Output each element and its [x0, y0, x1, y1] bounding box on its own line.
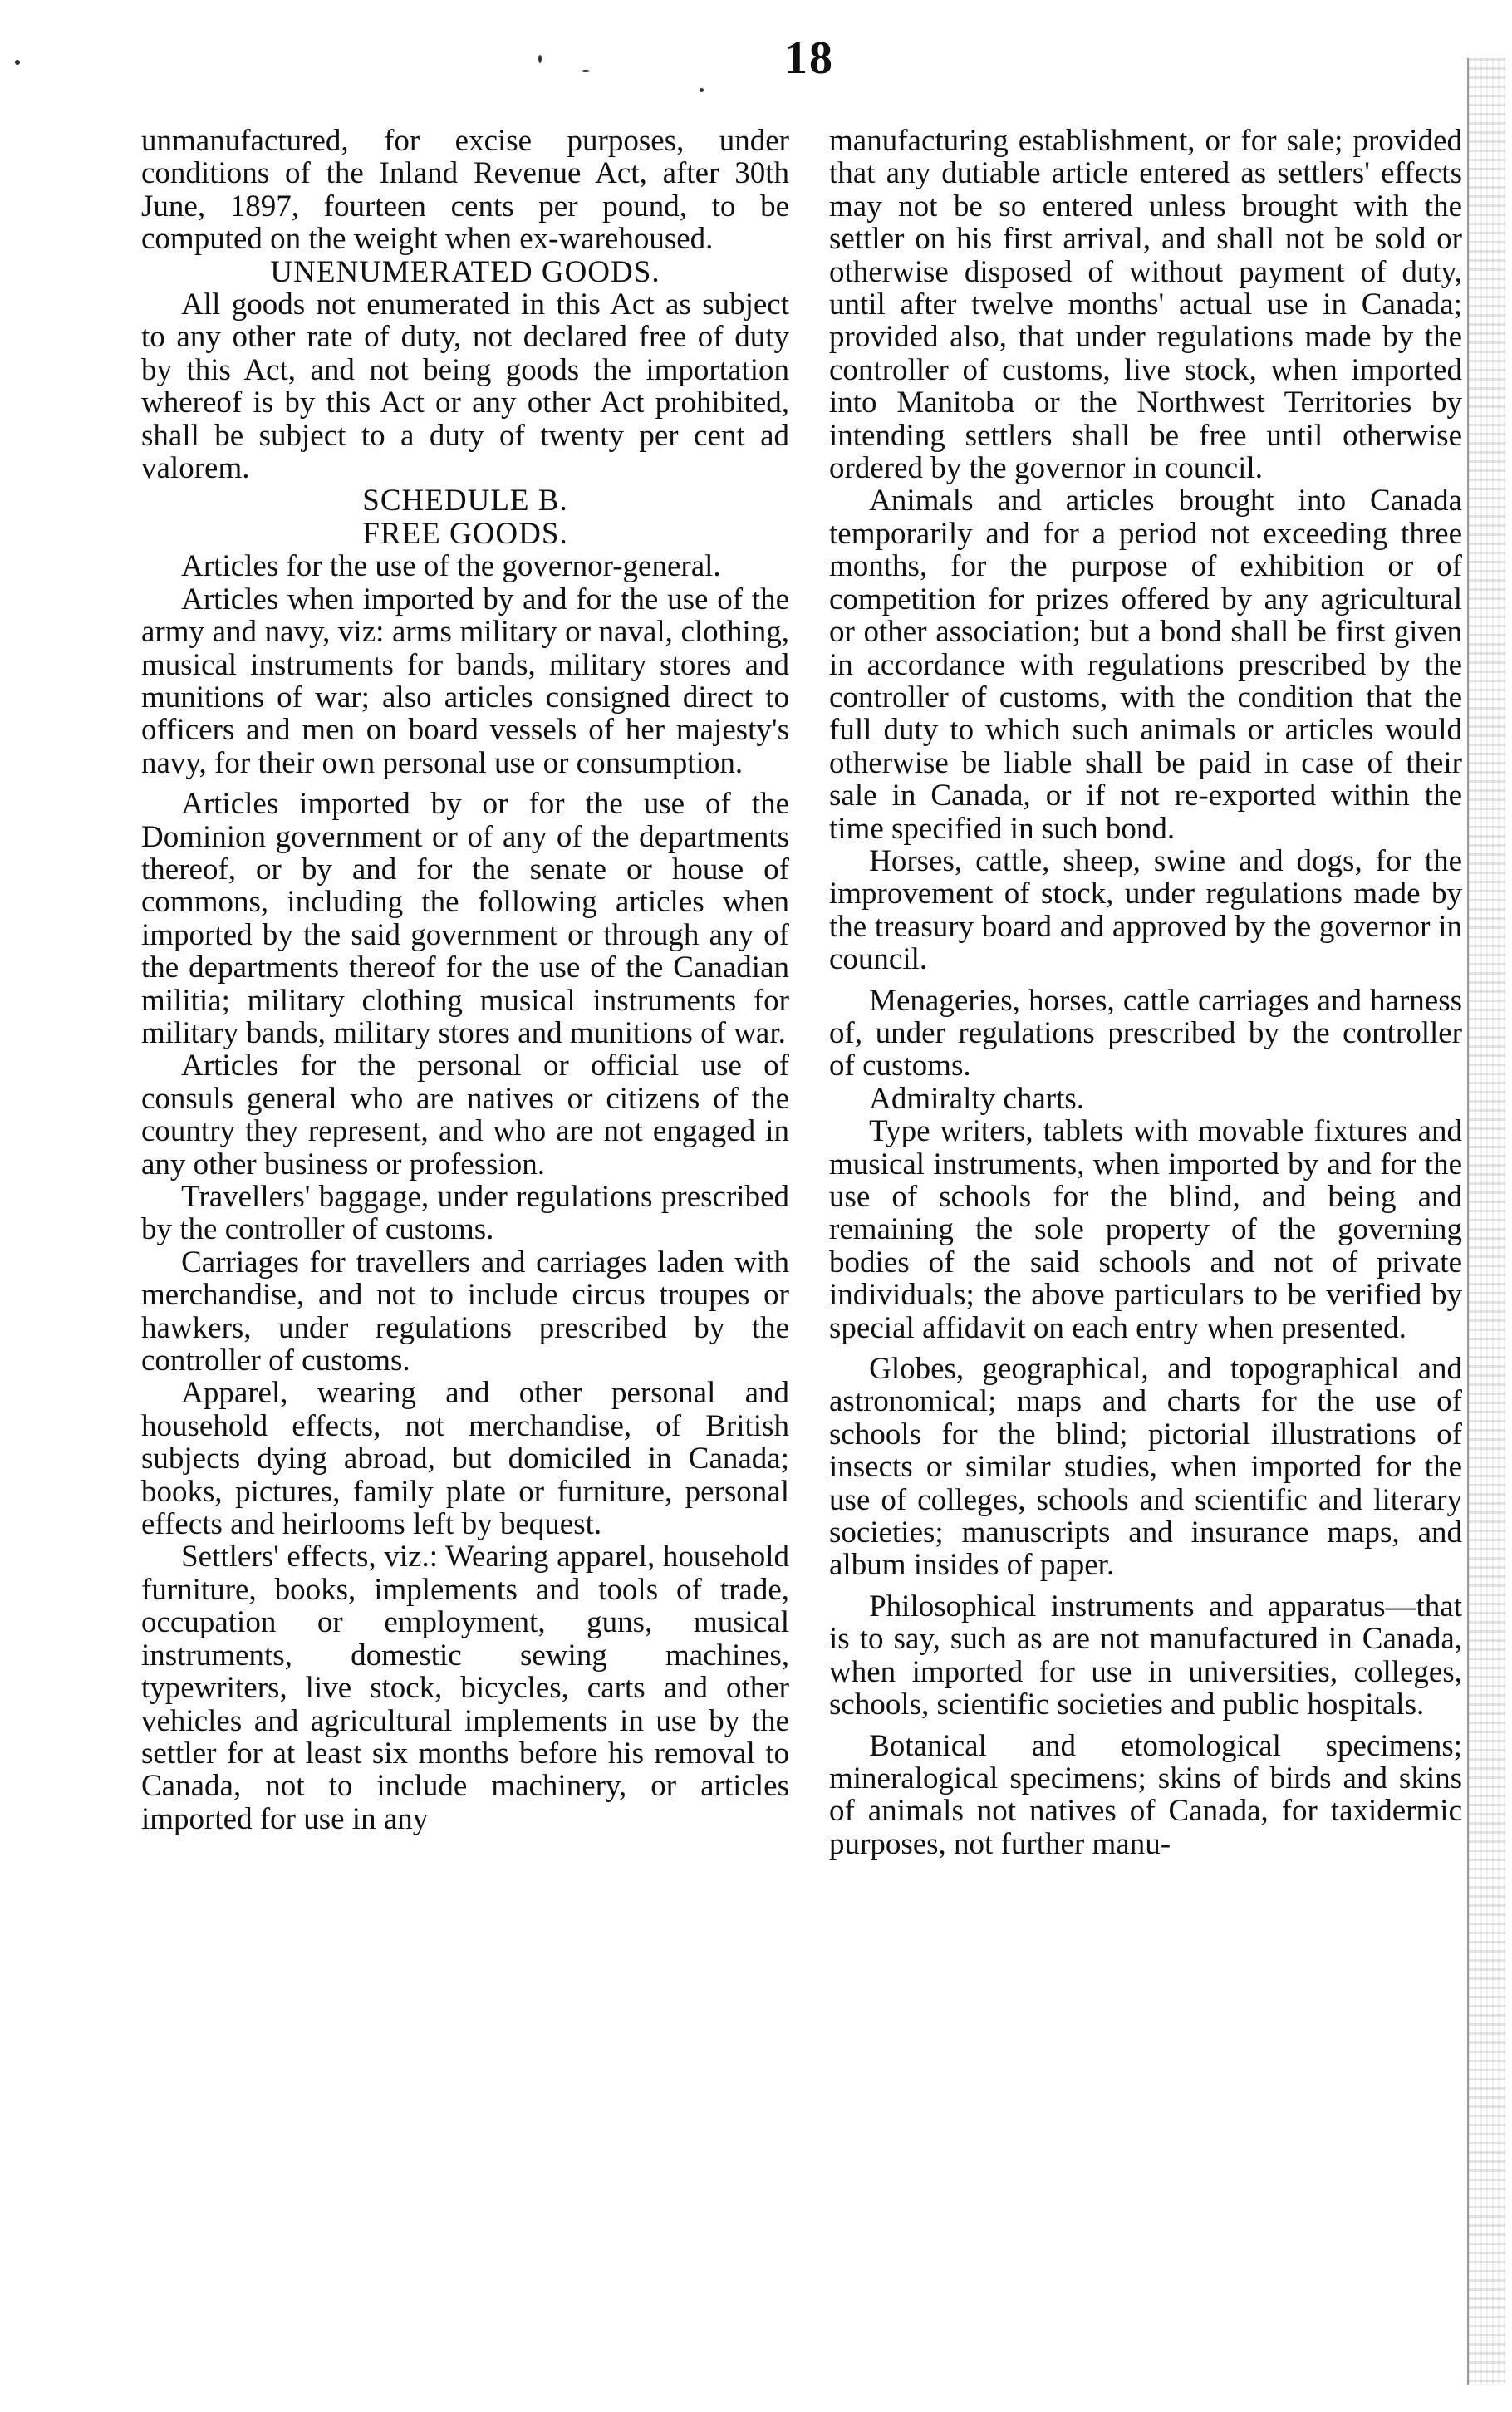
ink-speck: [538, 55, 542, 63]
paragraph: Articles for the use of the governor-general.: [181, 549, 721, 584]
ink-speck: [700, 88, 704, 92]
paragraph: unmanufactured, for excise purposes, under conditions of the Inland Revenue Act, after 30th June, 1897, fourteen cents per pound, to be computed on the weight when ex-warehoused.: [141, 124, 789, 257]
ink-speck: [582, 70, 590, 72]
section-heading: UNENUMERATED GOODS.: [270, 254, 660, 289]
paragraph: Globes, geographical, and topographical and astronomical; maps and charts for the use of schools for the blind; pictorial illustrations of insects or similar studies, when imported for the use of colleges, schools and scientific and literary societies; manuscripts and insurance maps, and album insides of paper.: [829, 1352, 1462, 1583]
paragraph: Horses, cattle, sheep, swine and dogs, for the improvement of stock, under regulations made by the treasury board and approved by the governor in council.: [829, 843, 1462, 977]
paragraph: Carriages for travellers and carriages laden with merchandise, and not to include circus troupes or hawkers, under regulations prescribed by the controller of customs.: [141, 1245, 789, 1378]
paragraph: Philosophical instruments and apparatus—that is to say, such as are not manufactured in Canada, when imported for use in universities, colleges, schools, scientific societies and public hospitals.: [829, 1589, 1462, 1722]
ink-speck: [15, 60, 20, 65]
paragraph: Articles imported by or for the use of the Dominion government or of any of the departments thereof, or by and for the senate or house of commons, including the following articles when imported by the said government or through any of the departments thereof for the use of the Canadian militia; military clothing musical instruments for military bands, military stores and munitions of war.: [141, 787, 789, 1050]
left-column: [141, 125, 789, 1835]
paragraph: Travellers' baggage, under regulations prescribed by the controller of customs.: [141, 1180, 789, 1247]
paragraph: Articles for the personal or official use of consuls general who are natives or citizens of the country they represent, and who are not engaged in any other business or profession.: [141, 1049, 789, 1181]
paragraph: Menageries, horses, cattle carriages and harness of, under regulations prescribed by the controller of customs.: [829, 983, 1462, 1083]
paragraph: Apparel, wearing and other personal and household effects, not merchandise, of British subjects dying abroad, but domiciled in Canada; books, pictures, family plate or furniture, personal effects and heirlooms left by bequest.: [141, 1376, 789, 1542]
section-heading: FREE GOODS.: [362, 516, 568, 551]
binding-edge: [1467, 58, 1505, 2385]
paragraph: Animals and articles brought into Canada temporarily and for a period not exceeding three months, for the purpose of exhibition or of competition for prizes offered by any agricultural or other association; but a bond shall be first given in accordance with regulations prescribed by the controller of customs, with the condition that the full duty to which such animals or articles would otherwise be liable shall be paid in case of their sale in Canada, or if not re-exported within the time specified in such bond.: [829, 484, 1462, 846]
paragraph: Type writers, tablets with movable fixtures and musical instruments, when imported by and for the use of schools for the blind, and being and remaining the sole property of the governing bodies of the said schools and not of private individuals; the above particulars to be verified by special affidavit on each entry when presented.: [829, 1114, 1462, 1345]
section-heading: SCHEDULE B.: [362, 484, 568, 518]
paragraph: manufacturing establishment, or for sale; provided that any dutiable article entered as settlers' effects may not be so entered unless brought with the settler on his first arrival, and shall not be sold or otherwise disposed of without payment of duty, until after twelve months' actual use in Canada; provided also, that under regulations made by the controller of customs, live stock, when imported into Manitoba or the Northwest Territories by intending settlers shall be free until otherwise ordered by the governor in council.: [829, 124, 1462, 486]
paragraph: Botanical and etomological specimens; mineralogical specimens; skins of birds and skins of animals not natives of Canada, for taxidermic purposes, not further manu-: [829, 1728, 1462, 1861]
paragraph: All goods not enumerated in this Act as subject to any other rate of duty, not declared free of duty by this Act, and not being goods the importation whereof is by this Act or any other Act prohibited, shall be subject to a duty of twenty per cent ad valorem.: [141, 287, 789, 486]
paragraph: Settlers' effects, viz.: Wearing apparel, household furniture, books, implements and tools of trade, occupation or employment, guns, musical instruments, domestic sewing machines, typewriters, live stock, bicycles, carts and other vehicles and agricultural implements in use by the settler for at least six months before his removal to Canada, not to include machinery, or articles imported for use in any: [141, 1540, 789, 1836]
paragraph: Admiralty charts.: [869, 1081, 1085, 1116]
right-column: [829, 125, 1462, 1860]
page-number: 18: [784, 32, 834, 84]
paragraph: Articles when imported by and for the use of the army and navy, viz: arms military or naval, clothing, musical instruments for bands, military stores and munitions of war; also articles consigned direct to officers and men on board vessels of her majesty's navy, for their own personal use or consumption.: [141, 582, 789, 780]
